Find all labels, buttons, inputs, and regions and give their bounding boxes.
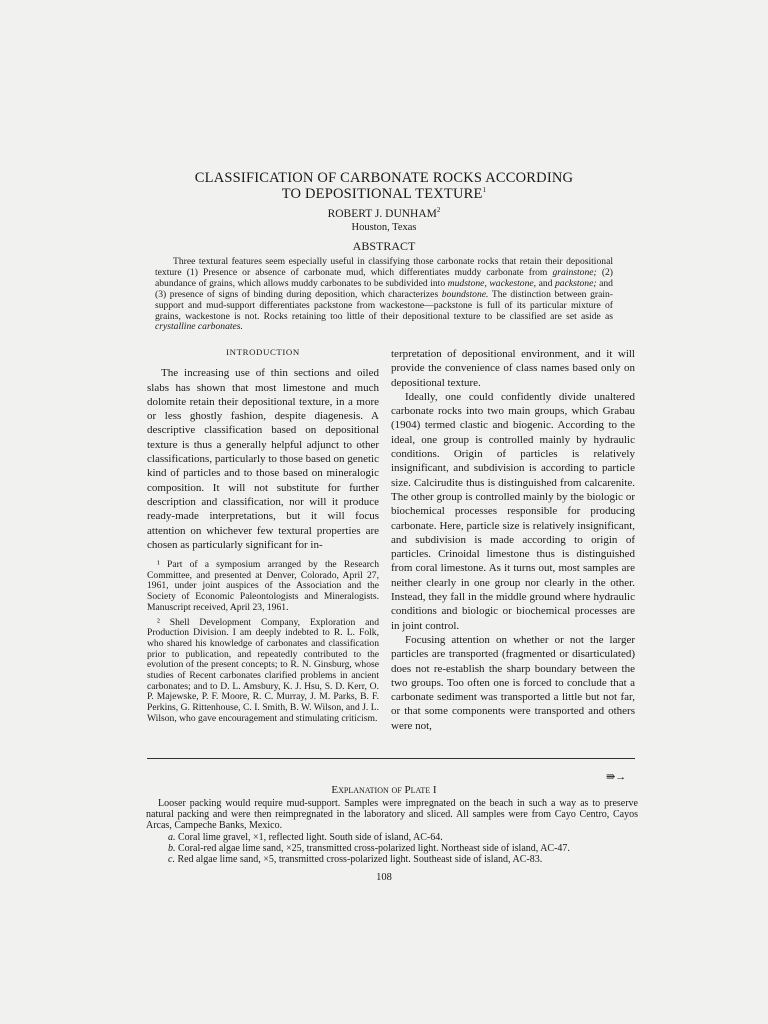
abstract [155, 257, 613, 333]
title-line-1: CLASSIFICATION OF CARBONATE ROCKS ACCORDING [194, 170, 574, 186]
intro-paragraph: The increasing use of thin sections and oiled slabs has shown that most limestone and much dolomite retain their depositional texture, in a more or less ghostly fashion, despite diagenesis. A descriptive classification based on depositional texture is thus a generally helpful adjunct to other classifications, particularly to those based on genetic kind of particles and to those based on mineralogic composition. It will not substitute for further description and classification, nor will it produce ready-made interpretations, but it will focus attention on whichever few textural properties are chosen as particularly significant for in- [147, 367, 379, 551]
abstract-term: crystalline carbonates. [155, 321, 243, 333]
plate-item-letter: a. [168, 831, 178, 843]
plate-item [146, 832, 638, 843]
plate-item [146, 843, 638, 854]
plate-item-text: Coral-red algae lime sand, ×25, transmitted cross-polarized light. Northeast side of island, AC-47. [178, 842, 570, 854]
abstract-term: packstone; [555, 277, 597, 289]
plate-explanation [146, 798, 638, 865]
abstract-term: mudstone, wackestone, [447, 277, 537, 289]
plate-item-text: Coral lime gravel, ×1, reflected light. South side of island, AC-64. [178, 831, 443, 843]
page-number: 108 [376, 872, 392, 883]
footnote-2: ² Shell Development Company, Exploration and Production Division. I am deeply indebted to R. L. Folk, who shared his knowledge of carbonates and classification prior to publication, and repeatedly contributed to the evolution of the present concepts; to R. N. Ginsburg, whose studies of Recent carbonates clarified problems in ancient carbonates; and to D. L. Amsbury, K. J. Hsu, S. D. Kerr, O. P. Majewske, P. F. Moore, R. C. Murray, J. M. Parks, B. F. Perkins, G. Rittenhouse, C. I. Smith, B. W. Wilson, and J. L. Wilson, who gave encouragement and stimulating criticism. [147, 616, 379, 724]
abstract-run: (2) abundance of grains, which allows muddy carbonates to be subdivided into [155, 266, 613, 289]
abstract-run: Three textural features seem especially useful in classifying those carbonate rocks that retain their depositional texture (1) Presence or absence of carbonate mud, which differentiates muddy carbonate from [155, 256, 613, 278]
section-heading-introduction: INTRODUCTION [226, 347, 300, 357]
right-column [391, 347, 635, 733]
horizontal-rule [147, 758, 635, 759]
paper-title [150, 170, 618, 202]
abstract-heading: ABSTRACT [352, 239, 416, 253]
abstract-term: grainstone; [552, 266, 597, 278]
author-footnote-mark: 2 [436, 206, 441, 215]
right-paragraph-3: Focusing attention on whether or not the larger particles are transported (fragmented or disarticulated) does not re-establish the sharp boundary between the two groups. Too often one is forced to conclude that a carbonate sediment was transported a little but not far, or that some components were transported and others were not, [391, 633, 635, 732]
title-footnote-mark: 1 [482, 186, 487, 195]
plate-explanation-heading [150, 784, 618, 796]
footnote-1: ¹ Part of a symposium arranged by the Research Committee, and presented at Denver, Colorado, April 27, 1961, under joint auspices of the Association and the Society of Economic Paleontologists and Mineralogists. Manuscript received, April 23, 1961. [147, 559, 379, 613]
author-name [150, 208, 618, 221]
plate-lead-text: Looser packing would require mud-support. Samples were impregnated on the beach in such a way as to preserve natural packing and were then reimpregnated in the laboratory and sliced. All samples were from Cayo Centro, Cayos Arcas, Campeche Banks, Mexico. [146, 798, 638, 832]
plate-item-list [146, 832, 638, 866]
abstract-run: and [536, 277, 555, 289]
plate-item-text: Red algae lime sand, ×5, transmitted cross-polarized light. Southeast side of island, AC-83. [177, 854, 543, 866]
footnotes [147, 560, 379, 729]
author-text: ROBERT J. DUNHAM [327, 208, 437, 220]
right-paragraph-2: Ideally, one could confidently divide unaltered carbonate rocks into two main groups, which Grabau (1904) termed clastic and biogenic. According to the ideal, one group is controlled mainly by hydraulic conditions. Origin of particles is relatively insignificant, and subdivision is according to particle size. Calcirudite thus is distinguished from calcarenite. The other group is controlled mainly by the biologic or biochemical processes responsible for producing carbonate. Here, particle size is relatively insignificant, and subdivision is made according to origin of particles. Crinoidal limestone thus is distinguished from coral limestone. As it turns out, most samples are neither clearly in one group nor clearly in the other. Instead, they fall in the middle ground where hydraulic conditions and biologic or biochemical processes are in joint control. [391, 390, 635, 632]
plate-item-letter: c. [168, 854, 178, 866]
plate-item [146, 854, 638, 865]
abstract-run: The distinction between grain-support and mud-support differentiates packstone from wackestone—packstone is full of its particular mixture of grains, wackestone is not. Rocks retaining too little of their depositional texture to be classified are set aside as [155, 288, 613, 322]
right-paragraph-1: terpretation of depositional environment, and it will provide the convenience of class names based only on depositional texture. [391, 348, 635, 389]
plate-item-letter: b. [168, 842, 178, 854]
abstract-run: and (3) presence of signs of binding during deposition, which characterizes [155, 277, 613, 300]
title-line-2: TO DEPOSITIONAL TEXTURE [281, 186, 483, 202]
author-affiliation: Houston, Texas [351, 222, 417, 233]
left-column [147, 345, 379, 552]
plate-heading-text: Explanation of Plate I [331, 784, 437, 796]
abstract-term: boundstone. [441, 288, 489, 300]
abstract-text [155, 257, 613, 333]
continued-arrow-icon: ⇛→ [606, 771, 627, 783]
